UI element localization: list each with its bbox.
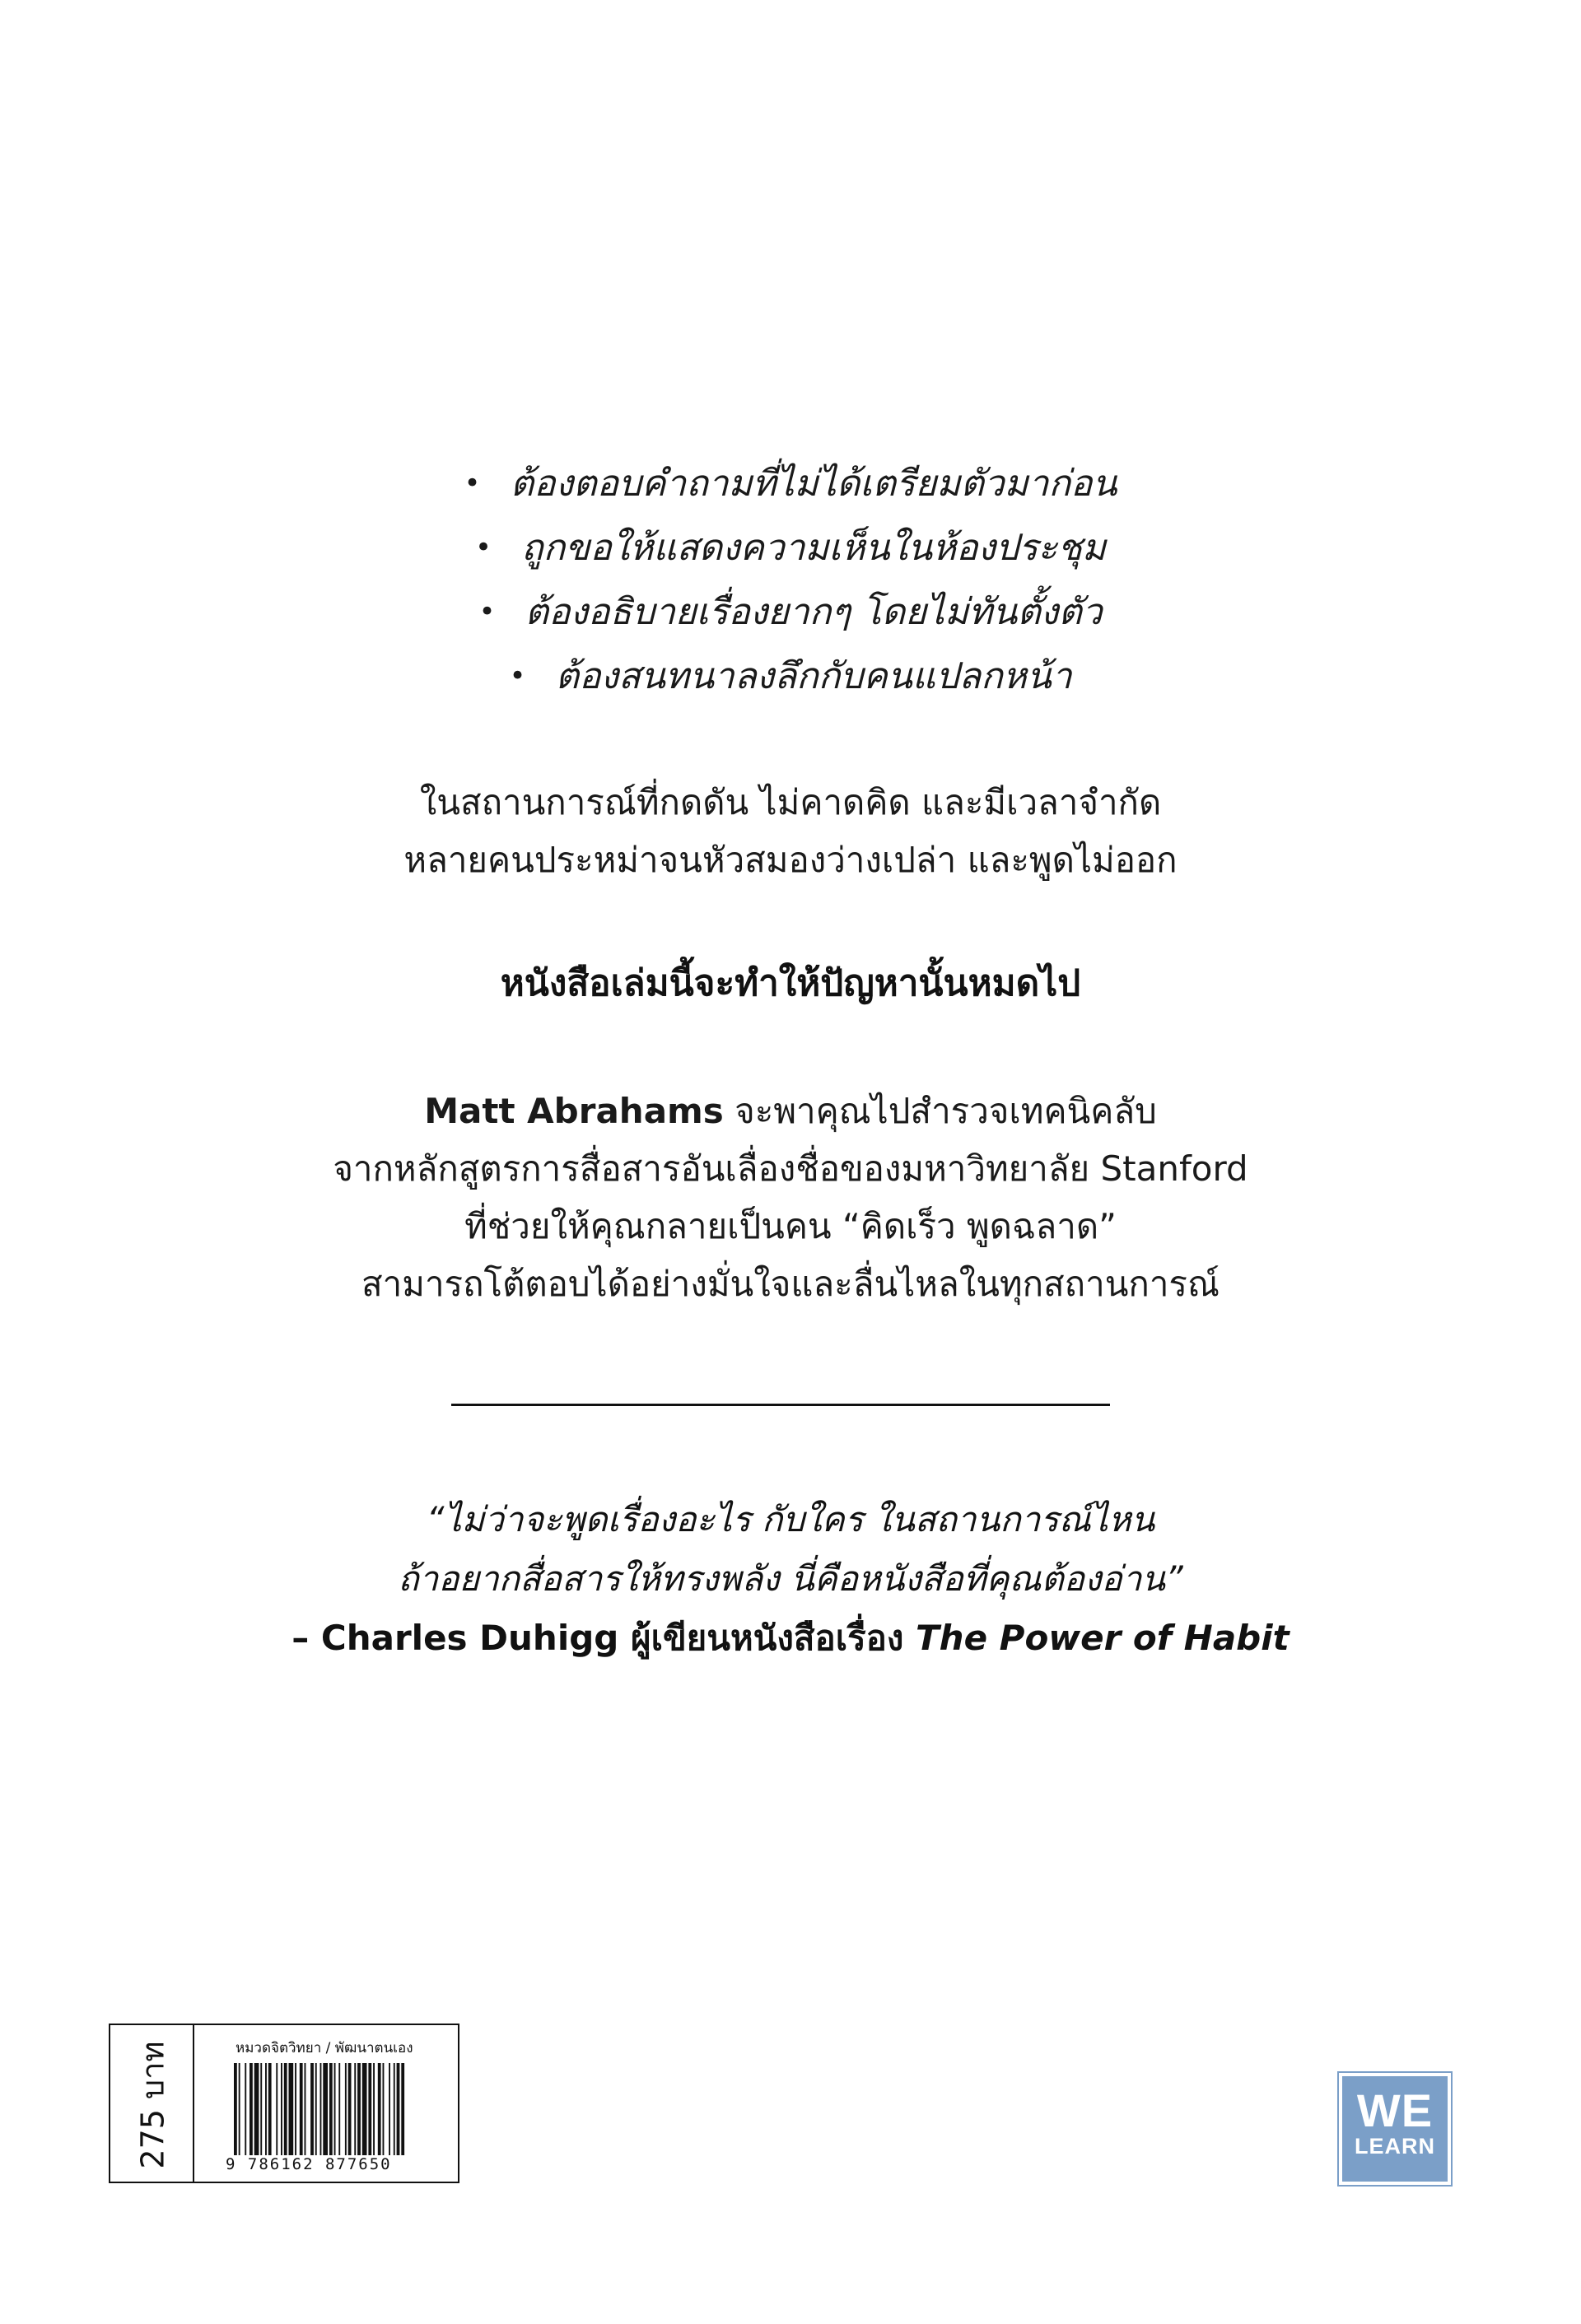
author-name: Matt Abrahams (424, 1091, 724, 1131)
price-column (110, 2025, 194, 2182)
situation-list (0, 451, 1581, 708)
bullet-icon: • (478, 595, 496, 628)
description-line: Matt Abrahams จะพาคุณไปสำรวจเทคนิคลับ (424, 1091, 1157, 1131)
description-line: จากหลักสูตรการสื่อสารอันเลื่องชื่อของมหาวิทยาลัย Stanford (333, 1148, 1248, 1189)
bullet-icon: • (474, 531, 492, 564)
description-line: สามารถโต้ตอบได้อย่างมั่นใจและลื่นไหลในทุกสถานการณ์ (361, 1264, 1220, 1304)
description-line: ที่ช่วยให้คุณกลายเป็นคน “คิดเร็ว พูดฉลาด” (464, 1206, 1117, 1246)
price-barcode-box (109, 2024, 459, 2183)
book-title: The Power of Habit (916, 1618, 1290, 1658)
intro-line: ในสถานการณ์ที่กดดัน ไม่คาดคิด และมีเวลาจำกัด (419, 782, 1162, 822)
isbn-number: 9 786162 877650 (226, 2155, 392, 2173)
logo-line: LEARN (1355, 2134, 1435, 2159)
logo-line: WE (1356, 2084, 1434, 2136)
bullet-icon: • (509, 659, 526, 692)
description-paragraph (0, 1083, 1581, 1313)
bullet-icon: • (464, 467, 481, 500)
headline: หนังสือเล่มนี้จะทำให้ปัญหานั้นหมดไป (500, 962, 1081, 1004)
barcode-icon (234, 2063, 443, 2155)
list-item: • ต้องตอบคำถามที่ไม่ได้เตรียมตัวมาก่อน (464, 463, 1117, 505)
list-item: • ต้องอธิบายเรื่องยากๆ โดยไม่ทันตั้งตัว (478, 591, 1103, 633)
list-item: • ต้องสนทนาลงลึกกับคนแปลกหน้า (509, 655, 1072, 697)
divider (451, 1404, 1110, 1406)
intro-paragraph (0, 774, 1581, 889)
quote-attribution: – Charles Duhigg ผู้เขียนหนังสือเรื่อง The Power of Habit (291, 1618, 1290, 1658)
list-item: • ถูกขอให้แสดงความเห็นในห้องประชุม (474, 527, 1107, 569)
price-label: 275 บาท (134, 2041, 171, 2169)
quote-line: ถ้าอยากสื่อสารให้ทรงพลัง นี่คือหนังสือที่คุณต้องอ่าน” (398, 1558, 1183, 1599)
intro-line: หลายคนประหม่าจนหัวสมองว่างเปล่า และพูดไม่ออก (403, 840, 1178, 880)
category-label: หมวดจิตวิทยา / พัฒนาตนเอง (236, 2040, 413, 2056)
publisher-logo (1339, 2073, 1451, 2185)
quote-line: “ไม่ว่าจะพูดเรื่องอะไร กับใคร ในสถานการณ์ไหน (426, 1499, 1155, 1539)
endorsement-quote (0, 1490, 1581, 1668)
